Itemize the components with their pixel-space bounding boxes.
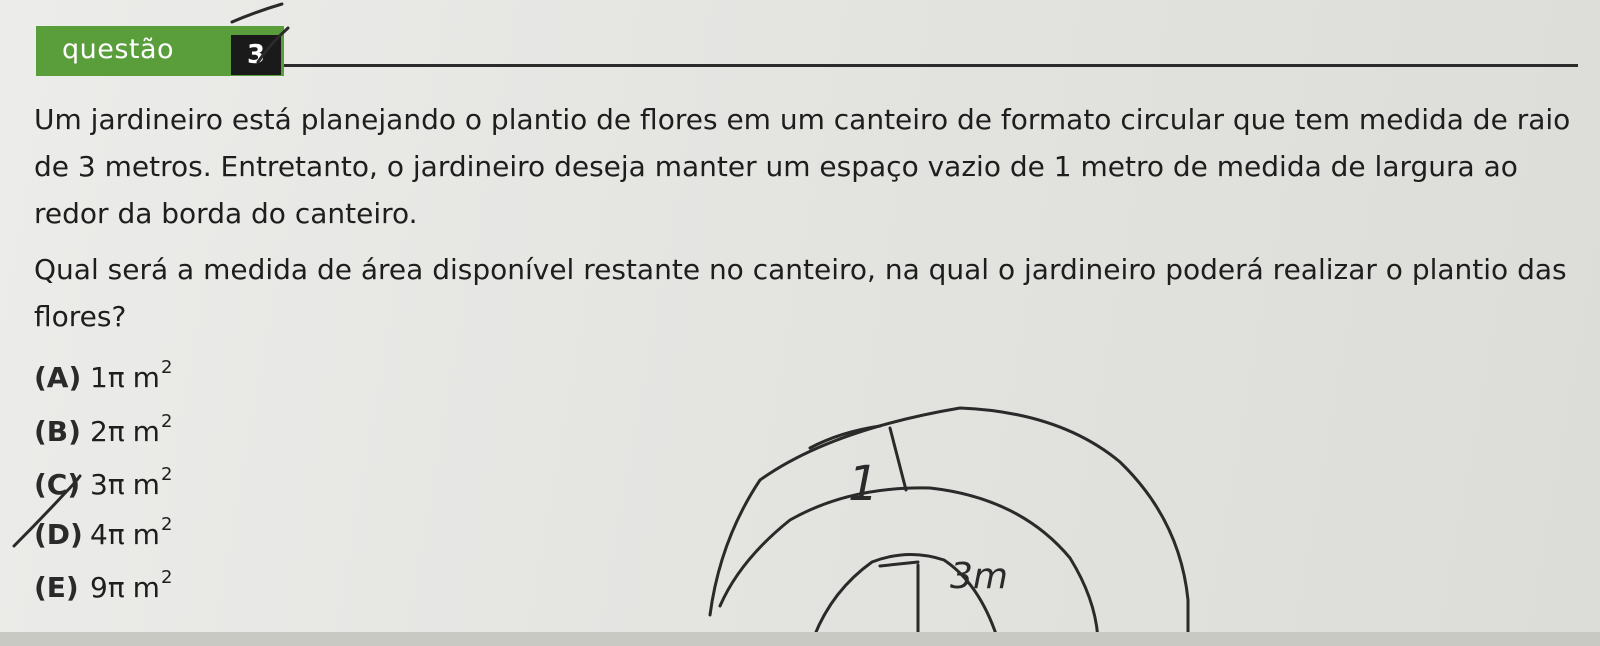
- header-divider: [284, 64, 1578, 67]
- inner-circle-sketch: [812, 554, 998, 642]
- question-prompt: Qual será a medida de área disponível restante no canteiro, na qual o jardineiro poderá realizar o plantio das flores?: [34, 253, 1567, 333]
- option-exponent: 2: [160, 464, 173, 485]
- option-letter: (E): [34, 571, 79, 604]
- option-exponent: 2: [160, 514, 173, 535]
- question-label: questão: [62, 34, 175, 65]
- gap-label: 1: [848, 456, 879, 512]
- option-d[interactable]: [34, 505, 173, 551]
- option-value: 4π: [90, 518, 125, 551]
- question-number-badge: 3: [231, 35, 281, 75]
- option-unit: m: [132, 415, 160, 448]
- option-letter: (C): [34, 468, 81, 501]
- gap-marker-line: [890, 428, 906, 490]
- option-value: 3π: [90, 468, 125, 501]
- option-value: 9π: [90, 571, 125, 604]
- option-c[interactable]: [34, 455, 173, 501]
- option-exponent: 2: [160, 357, 173, 378]
- page-bottom-edge: [0, 632, 1600, 646]
- radius-label: 3m: [950, 556, 1008, 597]
- option-unit: m: [132, 361, 160, 394]
- option-unit: m: [132, 468, 160, 501]
- option-a[interactable]: [34, 348, 173, 394]
- option-b[interactable]: [34, 402, 173, 448]
- option-letter: (D): [34, 518, 83, 551]
- option-unit: m: [132, 518, 160, 551]
- option-letter: (B): [34, 415, 81, 448]
- outer-circle-sketch: [710, 408, 1188, 640]
- radius-tick: [880, 562, 918, 566]
- option-value: 2π: [90, 415, 125, 448]
- option-letter: (A): [34, 361, 82, 394]
- option-value: 1π: [90, 361, 125, 394]
- option-exponent: 2: [160, 567, 173, 588]
- middle-circle-sketch: [720, 488, 1098, 640]
- option-unit: m: [132, 571, 160, 604]
- option-e[interactable]: [34, 558, 173, 604]
- option-exponent: 2: [160, 411, 173, 432]
- question-statement: Um jardineiro está planejando o plantio de flores em um canteiro de formato circular que tem medida de raio de 3 metros. Entretanto, o jardineiro deseja manter um espaço vazio de 1 metro de medida de largura ao redor da borda do canteiro.: [34, 103, 1571, 230]
- outer-circle-tick: [810, 426, 880, 448]
